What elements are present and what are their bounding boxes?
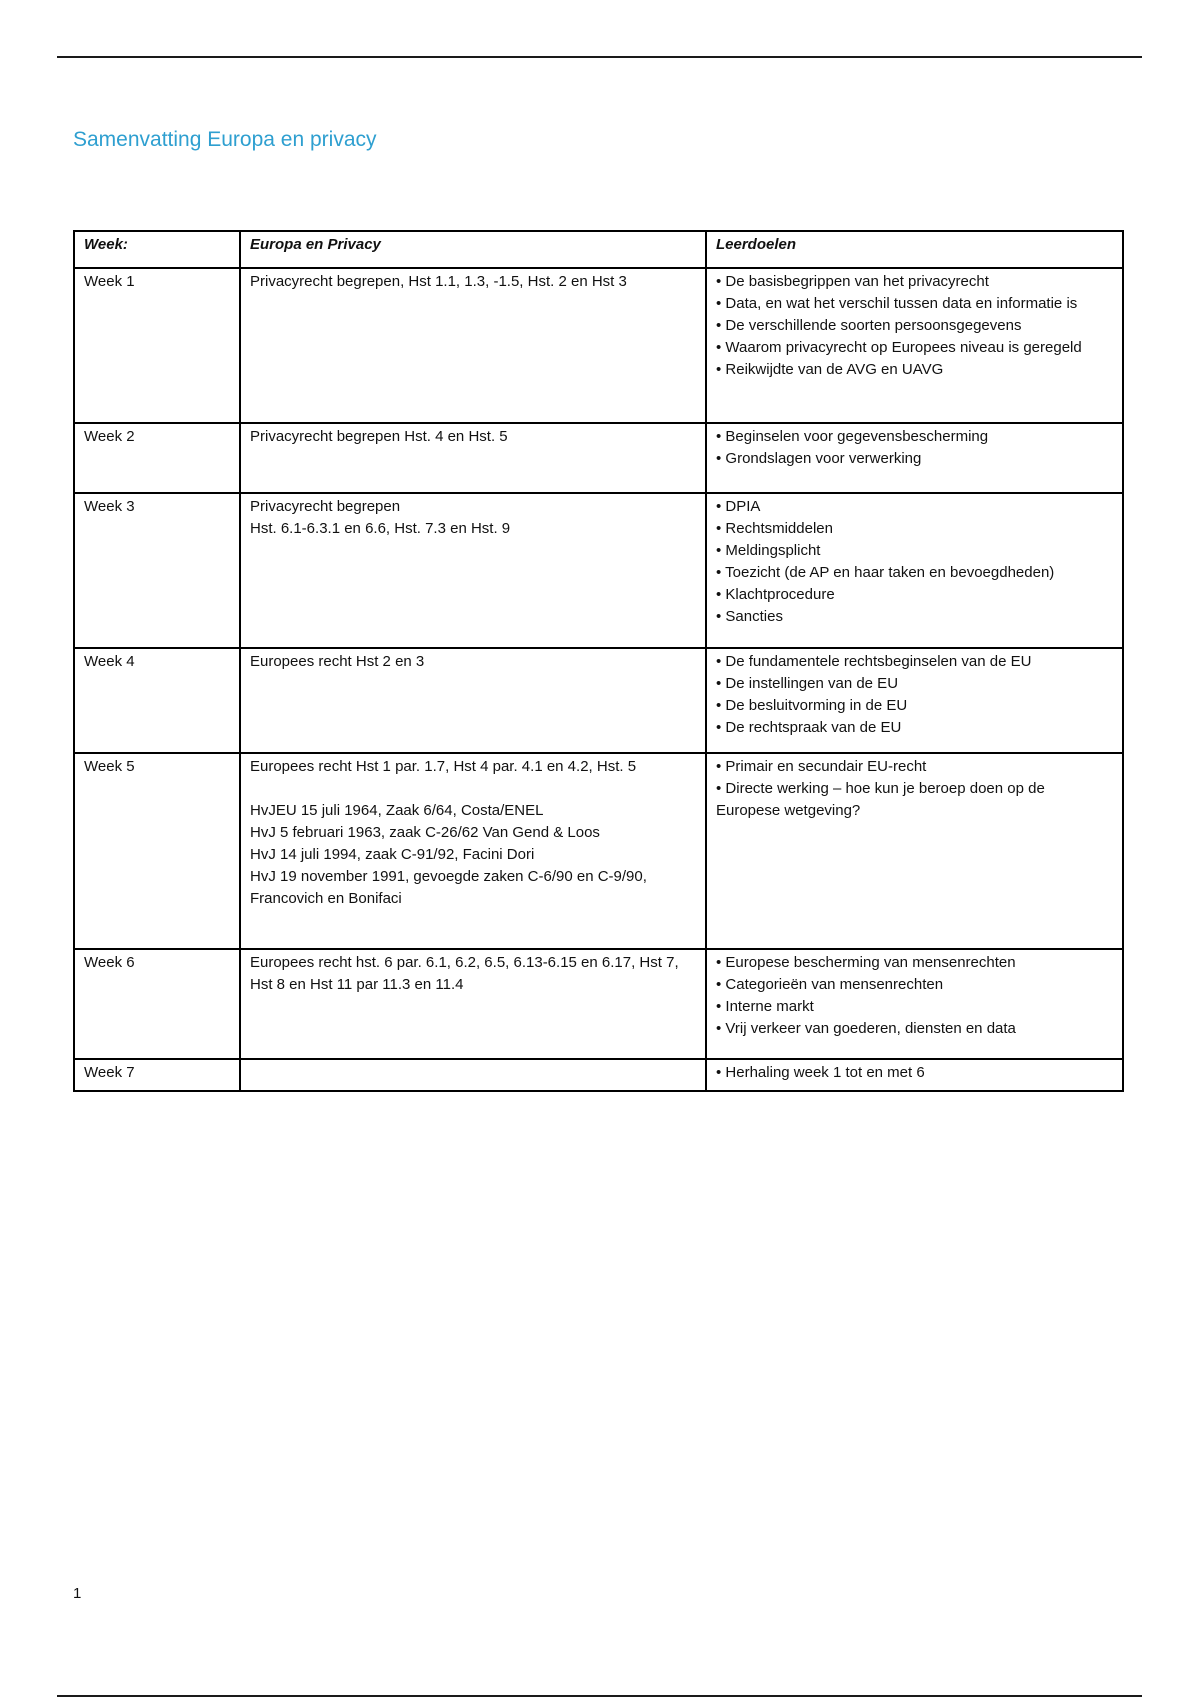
learning-goal-item: • De verschillende soorten persoonsgegevens: [716, 315, 1113, 337]
table-row: [74, 648, 1123, 753]
table-row: [74, 753, 1123, 949]
learning-goal-item: • Sancties: [716, 606, 1113, 628]
header-topic: Europa en Privacy: [240, 231, 706, 268]
topic-line: Europees recht Hst 1 par. 1.7, Hst 4 par. 4.1 en 4.2, Hst. 5: [250, 758, 637, 775]
learning-goal-item: • De besluitvorming in de EU: [716, 695, 1113, 717]
goals-cell: [706, 423, 1123, 493]
table-row: [74, 268, 1123, 423]
week-cell: Week 7: [74, 1059, 240, 1091]
table-header-row: [74, 231, 1123, 268]
topic-line: HvJ 14 juli 1994, zaak C-91/92, Facini Dori: [250, 846, 535, 863]
week-cell: Week 4: [74, 648, 240, 753]
learning-goal-item: • Toezicht (de AP en haar taken en bevoegdheden): [716, 562, 1113, 584]
goals-cell: [706, 648, 1123, 753]
learning-goal-item: • Beginselen voor gegevensbescherming: [716, 426, 1113, 448]
topic-line: Privacyrecht begrepen: [250, 498, 401, 515]
topic-cell: [240, 753, 706, 949]
topic-line: Privacyrecht begrepen, Hst 1.1, 1.3, -1.5, Hst. 2 en Hst 3: [250, 273, 627, 290]
topic-line: Europees recht Hst 2 en 3: [250, 653, 425, 670]
learning-goal-item: • Waarom privacyrecht op Europees niveau is geregeld: [716, 337, 1113, 359]
week-cell: Week 1: [74, 268, 240, 423]
topic-line: [250, 778, 696, 800]
header-rule: [57, 56, 1142, 58]
goals-cell: [706, 1059, 1123, 1091]
topic-line: Privacyrecht begrepen Hst. 4 en Hst. 5: [250, 428, 508, 445]
table-row: [74, 949, 1123, 1059]
learning-goal-item: • DPIA: [716, 496, 1113, 518]
page-number: 1: [73, 1585, 82, 1602]
learning-goal-item: • De rechtspraak van de EU: [716, 717, 1113, 739]
goals-cell: [706, 493, 1123, 648]
topic-cell: [240, 493, 706, 648]
topic-line: HvJ 5 februari 1963, zaak C-26/62 Van Gend & Loos: [250, 824, 600, 841]
goals-cell: [706, 753, 1123, 949]
topic-cell: [240, 648, 706, 753]
learning-goal-item: • Interne markt: [716, 996, 1113, 1018]
learning-goal-item: • De basisbegrippen van het privacyrecht: [716, 271, 1113, 293]
learning-goal-item: • Vrij verkeer van goederen, diensten en data: [716, 1018, 1113, 1040]
topic-cell: [240, 268, 706, 423]
week-cell: Week 6: [74, 949, 240, 1059]
learning-goal-item: • Rechtsmiddelen: [716, 518, 1113, 540]
week-cell: Week 3: [74, 493, 240, 648]
topic-line: HvJ 19 november 1991, gevoegde zaken C-6/90 en C-9/90, Francovich en Bonifaci: [250, 868, 647, 907]
topic-cell: [240, 949, 706, 1059]
learning-goal-item: • Grondslagen voor verwerking: [716, 448, 1113, 470]
learning-goal-item: • De fundamentele rechtsbeginselen van de EU: [716, 651, 1113, 673]
goals-cell: [706, 268, 1123, 423]
table-body: [74, 268, 1123, 1091]
table-row: [74, 1059, 1123, 1091]
learning-goal-item: • Herhaling week 1 tot en met 6: [716, 1062, 1113, 1084]
learning-goal-item: • Data, en wat het verschil tussen data en informatie is: [716, 293, 1113, 315]
study-plan-table: [73, 230, 1124, 1092]
header-week: Week:: [74, 231, 240, 268]
learning-goal-item: • Europese bescherming van mensenrechten: [716, 952, 1113, 974]
topic-line: [250, 1062, 696, 1084]
table-row: [74, 423, 1123, 493]
footer-rule: [57, 1695, 1142, 1697]
topic-line: Europees recht hst. 6 par. 6.1, 6.2, 6.5, 6.13-6.15 en 6.17, Hst 7, Hst 8 en Hst 11 par 11.3 en 11.4: [250, 954, 679, 993]
learning-goal-item: • Reikwijdte van de AVG en UAVG: [716, 359, 1113, 381]
header-goals: Leerdoelen: [706, 231, 1123, 268]
topic-line: Hst. 6.1-6.3.1 en 6.6, Hst. 7.3 en Hst. 9: [250, 520, 511, 537]
learning-goal-item: • Directe werking – hoe kun je beroep doen op de Europese wetgeving?: [716, 778, 1113, 822]
topic-cell: [240, 423, 706, 493]
goals-cell: [706, 949, 1123, 1059]
learning-goal-item: • Klachtprocedure: [716, 584, 1113, 606]
learning-goal-item: • Categorieën van mensenrechten: [716, 974, 1113, 996]
topic-line: HvJEU 15 juli 1964, Zaak 6/64, Costa/ENEL: [250, 802, 544, 819]
learning-goal-item: • De instellingen van de EU: [716, 673, 1113, 695]
week-cell: Week 5: [74, 753, 240, 949]
topic-cell: [240, 1059, 706, 1091]
learning-goal-item: • Meldingsplicht: [716, 540, 1113, 562]
document-title: Samenvatting Europa en privacy: [73, 128, 377, 151]
week-cell: Week 2: [74, 423, 240, 493]
table-row: [74, 493, 1123, 648]
learning-goal-item: • Primair en secundair EU-recht: [716, 756, 1113, 778]
